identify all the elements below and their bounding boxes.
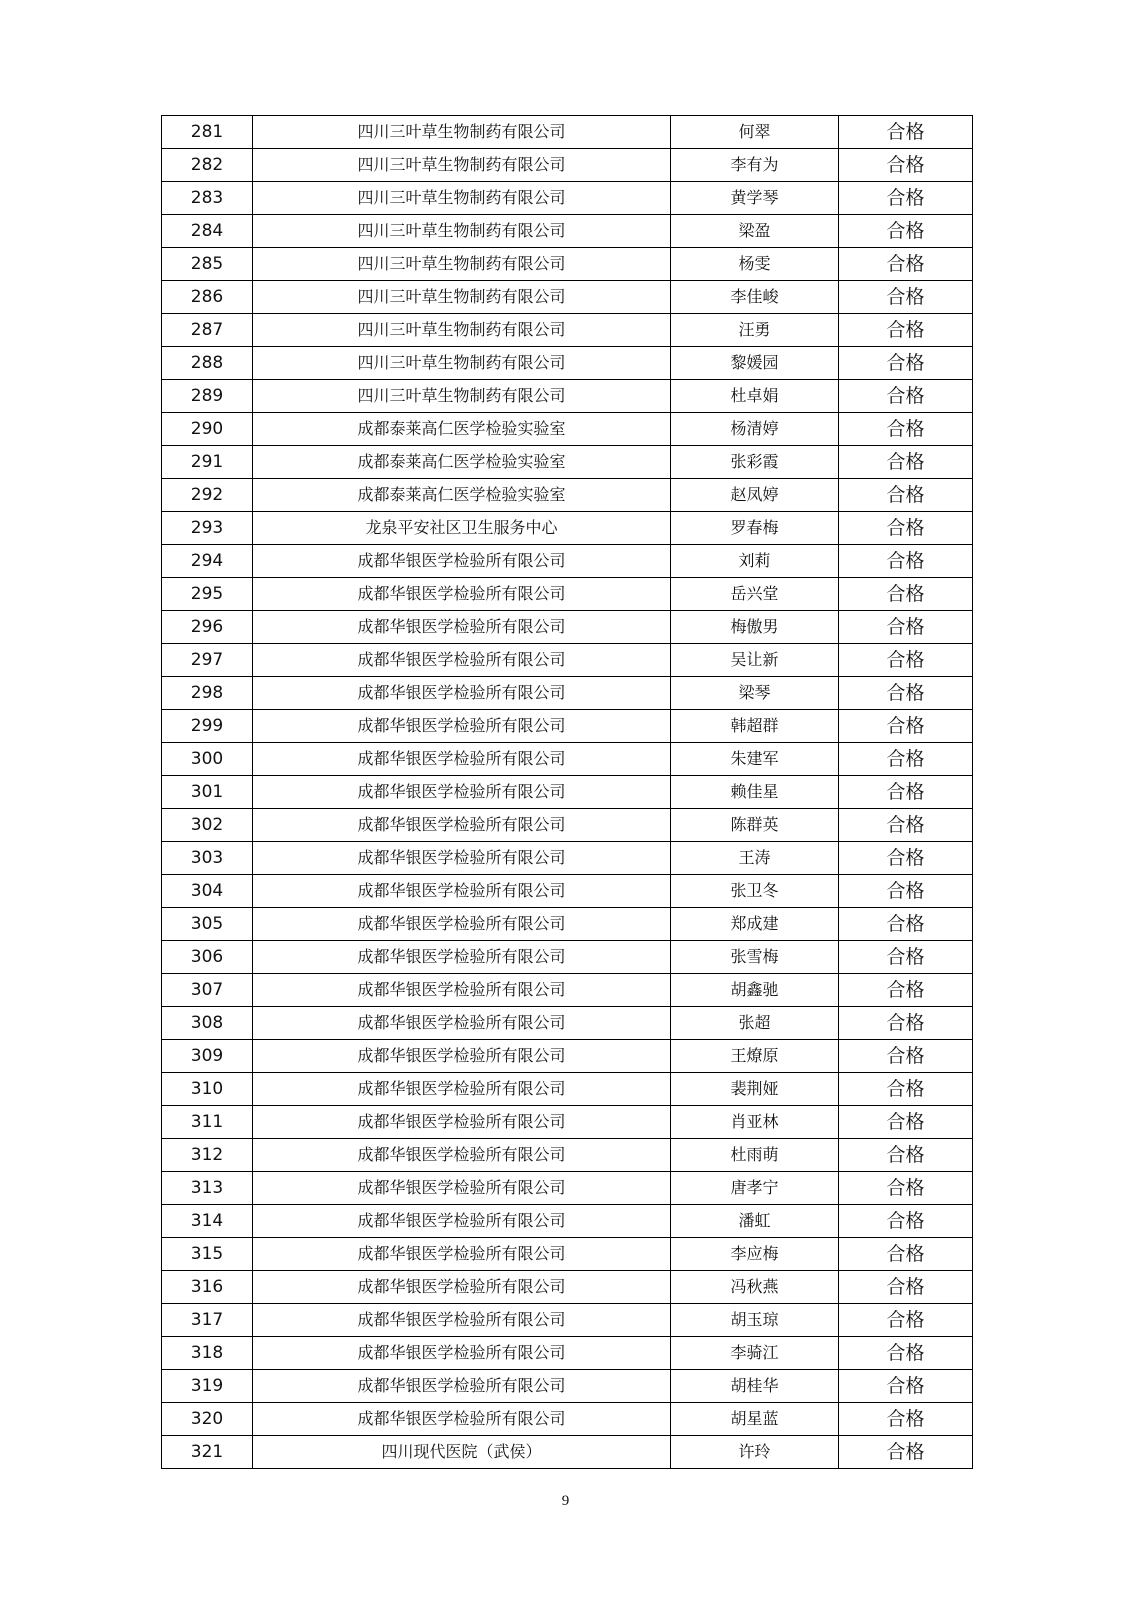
result-status: 合格	[839, 1370, 973, 1403]
table-row	[162, 446, 973, 479]
person-name: 吴让新	[671, 644, 839, 677]
table-row	[162, 1304, 973, 1337]
row-number: 304	[162, 875, 253, 908]
result-status: 合格	[839, 545, 973, 578]
organization-name: 成都华银医学检验所有限公司	[253, 545, 671, 578]
table-row	[162, 1205, 973, 1238]
person-name: 杨清婷	[671, 413, 839, 446]
person-name: 梅傲男	[671, 611, 839, 644]
table-row	[162, 1436, 973, 1469]
table-row	[162, 182, 973, 215]
table-row	[162, 842, 973, 875]
organization-name: 成都华银医学检验所有限公司	[253, 908, 671, 941]
person-name: 张彩霞	[671, 446, 839, 479]
table-body	[162, 116, 973, 1469]
organization-name: 成都华银医学检验所有限公司	[253, 842, 671, 875]
person-name: 赖佳星	[671, 776, 839, 809]
result-status: 合格	[839, 1172, 973, 1205]
result-status: 合格	[839, 644, 973, 677]
organization-name: 成都华银医学检验所有限公司	[253, 578, 671, 611]
row-number: 297	[162, 644, 253, 677]
person-name: 何翠	[671, 116, 839, 149]
table-row	[162, 1238, 973, 1271]
person-name: 张超	[671, 1007, 839, 1040]
result-status: 合格	[839, 281, 973, 314]
organization-name: 成都华银医学检验所有限公司	[253, 809, 671, 842]
result-status: 合格	[839, 842, 973, 875]
row-number: 296	[162, 611, 253, 644]
organization-name: 四川三叶草生物制药有限公司	[253, 215, 671, 248]
result-status: 合格	[839, 974, 973, 1007]
person-name: 岳兴堂	[671, 578, 839, 611]
result-status: 合格	[839, 215, 973, 248]
result-status: 合格	[839, 1403, 973, 1436]
organization-name: 四川三叶草生物制药有限公司	[253, 281, 671, 314]
table-row	[162, 413, 973, 446]
row-number: 289	[162, 380, 253, 413]
table-row	[162, 347, 973, 380]
row-number: 300	[162, 743, 253, 776]
table-row	[162, 1271, 973, 1304]
table-row	[162, 314, 973, 347]
result-status: 合格	[839, 248, 973, 281]
result-status: 合格	[839, 1139, 973, 1172]
organization-name: 四川三叶草生物制药有限公司	[253, 380, 671, 413]
result-status: 合格	[839, 1205, 973, 1238]
row-number: 312	[162, 1139, 253, 1172]
result-status: 合格	[839, 479, 973, 512]
person-name: 王涛	[671, 842, 839, 875]
row-number: 288	[162, 347, 253, 380]
table-row	[162, 1073, 973, 1106]
table-row	[162, 1370, 973, 1403]
table-row	[162, 248, 973, 281]
organization-name: 成都华银医学检验所有限公司	[253, 1337, 671, 1370]
person-name: 冯秋燕	[671, 1271, 839, 1304]
table-row	[162, 215, 973, 248]
row-number: 306	[162, 941, 253, 974]
row-number: 317	[162, 1304, 253, 1337]
organization-name: 成都华银医学检验所有限公司	[253, 1172, 671, 1205]
result-status: 合格	[839, 1304, 973, 1337]
person-name: 潘虹	[671, 1205, 839, 1238]
table-row	[162, 1337, 973, 1370]
person-name: 李骑江	[671, 1337, 839, 1370]
table-row	[162, 941, 973, 974]
person-name: 罗春梅	[671, 512, 839, 545]
row-number: 315	[162, 1238, 253, 1271]
person-name: 郑成建	[671, 908, 839, 941]
row-number: 293	[162, 512, 253, 545]
table-row	[162, 116, 973, 149]
result-status: 合格	[839, 710, 973, 743]
person-name: 李佳峻	[671, 281, 839, 314]
person-name: 张雪梅	[671, 941, 839, 974]
person-name: 陈群英	[671, 809, 839, 842]
result-status: 合格	[839, 149, 973, 182]
row-number: 286	[162, 281, 253, 314]
organization-name: 成都泰莱高仁医学检验实验室	[253, 446, 671, 479]
person-name: 杜雨萌	[671, 1139, 839, 1172]
result-status: 合格	[839, 413, 973, 446]
row-number: 287	[162, 314, 253, 347]
organization-name: 成都华银医学检验所有限公司	[253, 1007, 671, 1040]
organization-name: 四川三叶草生物制药有限公司	[253, 116, 671, 149]
row-number: 281	[162, 116, 253, 149]
row-number: 309	[162, 1040, 253, 1073]
table-row	[162, 149, 973, 182]
result-status: 合格	[839, 380, 973, 413]
person-name: 赵凤婷	[671, 479, 839, 512]
table-row	[162, 281, 973, 314]
organization-name: 成都华银医学检验所有限公司	[253, 1238, 671, 1271]
row-number: 285	[162, 248, 253, 281]
organization-name: 成都华银医学检验所有限公司	[253, 1304, 671, 1337]
row-number: 295	[162, 578, 253, 611]
table-row	[162, 644, 973, 677]
page-number: 9	[561, 1493, 570, 1509]
table-row	[162, 1139, 973, 1172]
organization-name: 成都华银医学检验所有限公司	[253, 776, 671, 809]
person-name: 李有为	[671, 149, 839, 182]
person-name: 刘莉	[671, 545, 839, 578]
table-row	[162, 512, 973, 545]
result-status: 合格	[839, 908, 973, 941]
row-number: 311	[162, 1106, 253, 1139]
row-number: 321	[162, 1436, 253, 1469]
person-name: 李应梅	[671, 1238, 839, 1271]
table-row	[162, 875, 973, 908]
person-name: 杨雯	[671, 248, 839, 281]
person-name: 胡鑫驰	[671, 974, 839, 1007]
row-number: 305	[162, 908, 253, 941]
row-number: 313	[162, 1172, 253, 1205]
row-number: 294	[162, 545, 253, 578]
person-name: 胡星蓝	[671, 1403, 839, 1436]
organization-name: 成都华银医学检验所有限公司	[253, 1073, 671, 1106]
organization-name: 四川三叶草生物制药有限公司	[253, 314, 671, 347]
organization-name: 成都华银医学检验所有限公司	[253, 941, 671, 974]
organization-name: 成都泰莱高仁医学检验实验室	[253, 479, 671, 512]
organization-name: 成都华银医学检验所有限公司	[253, 743, 671, 776]
row-number: 307	[162, 974, 253, 1007]
result-status: 合格	[839, 512, 973, 545]
row-number: 291	[162, 446, 253, 479]
organization-name: 成都华银医学检验所有限公司	[253, 1271, 671, 1304]
person-name: 汪勇	[671, 314, 839, 347]
result-status: 合格	[839, 1271, 973, 1304]
organization-name: 成都华银医学检验所有限公司	[253, 1403, 671, 1436]
row-number: 301	[162, 776, 253, 809]
result-status: 合格	[839, 116, 973, 149]
table-row	[162, 809, 973, 842]
result-status: 合格	[839, 314, 973, 347]
row-number: 310	[162, 1073, 253, 1106]
table-row	[162, 545, 973, 578]
row-number: 302	[162, 809, 253, 842]
person-name: 黄学琴	[671, 182, 839, 215]
person-name: 许玲	[671, 1436, 839, 1469]
result-status: 合格	[839, 446, 973, 479]
table-row	[162, 743, 973, 776]
organization-name: 成都华银医学检验所有限公司	[253, 1106, 671, 1139]
person-name: 裴荆娅	[671, 1073, 839, 1106]
result-status: 合格	[839, 743, 973, 776]
organization-name: 龙泉平安社区卫生服务中心	[253, 512, 671, 545]
person-name: 肖亚林	[671, 1106, 839, 1139]
person-name: 张卫冬	[671, 875, 839, 908]
row-number: 299	[162, 710, 253, 743]
table-row	[162, 1040, 973, 1073]
organization-name: 成都华银医学检验所有限公司	[253, 1370, 671, 1403]
result-status: 合格	[839, 182, 973, 215]
table-row	[162, 1172, 973, 1205]
table-row	[162, 710, 973, 743]
person-name: 韩超群	[671, 710, 839, 743]
row-number: 283	[162, 182, 253, 215]
organization-name: 成都华银医学检验所有限公司	[253, 1205, 671, 1238]
organization-name: 四川三叶草生物制药有限公司	[253, 248, 671, 281]
organization-name: 成都华银医学检验所有限公司	[253, 710, 671, 743]
result-status: 合格	[839, 578, 973, 611]
table-row	[162, 776, 973, 809]
result-status: 合格	[839, 1073, 973, 1106]
organization-name: 成都华银医学检验所有限公司	[253, 1040, 671, 1073]
result-status: 合格	[839, 677, 973, 710]
table-row	[162, 908, 973, 941]
person-name: 朱建军	[671, 743, 839, 776]
table-row	[162, 677, 973, 710]
result-status: 合格	[839, 347, 973, 380]
result-status: 合格	[839, 611, 973, 644]
organization-name: 成都华银医学检验所有限公司	[253, 677, 671, 710]
organization-name: 四川现代医院（武侯）	[253, 1436, 671, 1469]
table-row	[162, 578, 973, 611]
organization-name: 成都华银医学检验所有限公司	[253, 1139, 671, 1172]
row-number: 284	[162, 215, 253, 248]
person-name: 黎媛园	[671, 347, 839, 380]
row-number: 314	[162, 1205, 253, 1238]
row-number: 320	[162, 1403, 253, 1436]
table-row	[162, 1106, 973, 1139]
person-name: 胡玉琼	[671, 1304, 839, 1337]
row-number: 298	[162, 677, 253, 710]
organization-name: 成都华银医学检验所有限公司	[253, 644, 671, 677]
organization-name: 四川三叶草生物制药有限公司	[253, 149, 671, 182]
table-row	[162, 611, 973, 644]
row-number: 290	[162, 413, 253, 446]
person-name: 胡桂华	[671, 1370, 839, 1403]
person-name: 唐孝宁	[671, 1172, 839, 1205]
table-row	[162, 1403, 973, 1436]
result-status: 合格	[839, 1040, 973, 1073]
organization-name: 成都华银医学检验所有限公司	[253, 875, 671, 908]
result-status: 合格	[839, 809, 973, 842]
result-status: 合格	[839, 776, 973, 809]
organization-name: 四川三叶草生物制药有限公司	[253, 182, 671, 215]
row-number: 319	[162, 1370, 253, 1403]
person-name: 王燎原	[671, 1040, 839, 1073]
result-status: 合格	[839, 1106, 973, 1139]
organization-name: 成都泰莱高仁医学检验实验室	[253, 413, 671, 446]
results-table	[161, 115, 973, 1469]
person-name: 梁盈	[671, 215, 839, 248]
row-number: 303	[162, 842, 253, 875]
table-row	[162, 1007, 973, 1040]
result-status: 合格	[839, 875, 973, 908]
result-status: 合格	[839, 1238, 973, 1271]
result-status: 合格	[839, 1337, 973, 1370]
result-status: 合格	[839, 941, 973, 974]
organization-name: 四川三叶草生物制药有限公司	[253, 347, 671, 380]
result-status: 合格	[839, 1436, 973, 1469]
row-number: 292	[162, 479, 253, 512]
table-row	[162, 974, 973, 1007]
organization-name: 成都华银医学检验所有限公司	[253, 611, 671, 644]
row-number: 282	[162, 149, 253, 182]
result-status: 合格	[839, 1007, 973, 1040]
person-name: 杜卓娟	[671, 380, 839, 413]
organization-name: 成都华银医学检验所有限公司	[253, 974, 671, 1007]
row-number: 308	[162, 1007, 253, 1040]
table-row	[162, 479, 973, 512]
person-name: 梁琴	[671, 677, 839, 710]
row-number: 318	[162, 1337, 253, 1370]
table-row	[162, 380, 973, 413]
row-number: 316	[162, 1271, 253, 1304]
